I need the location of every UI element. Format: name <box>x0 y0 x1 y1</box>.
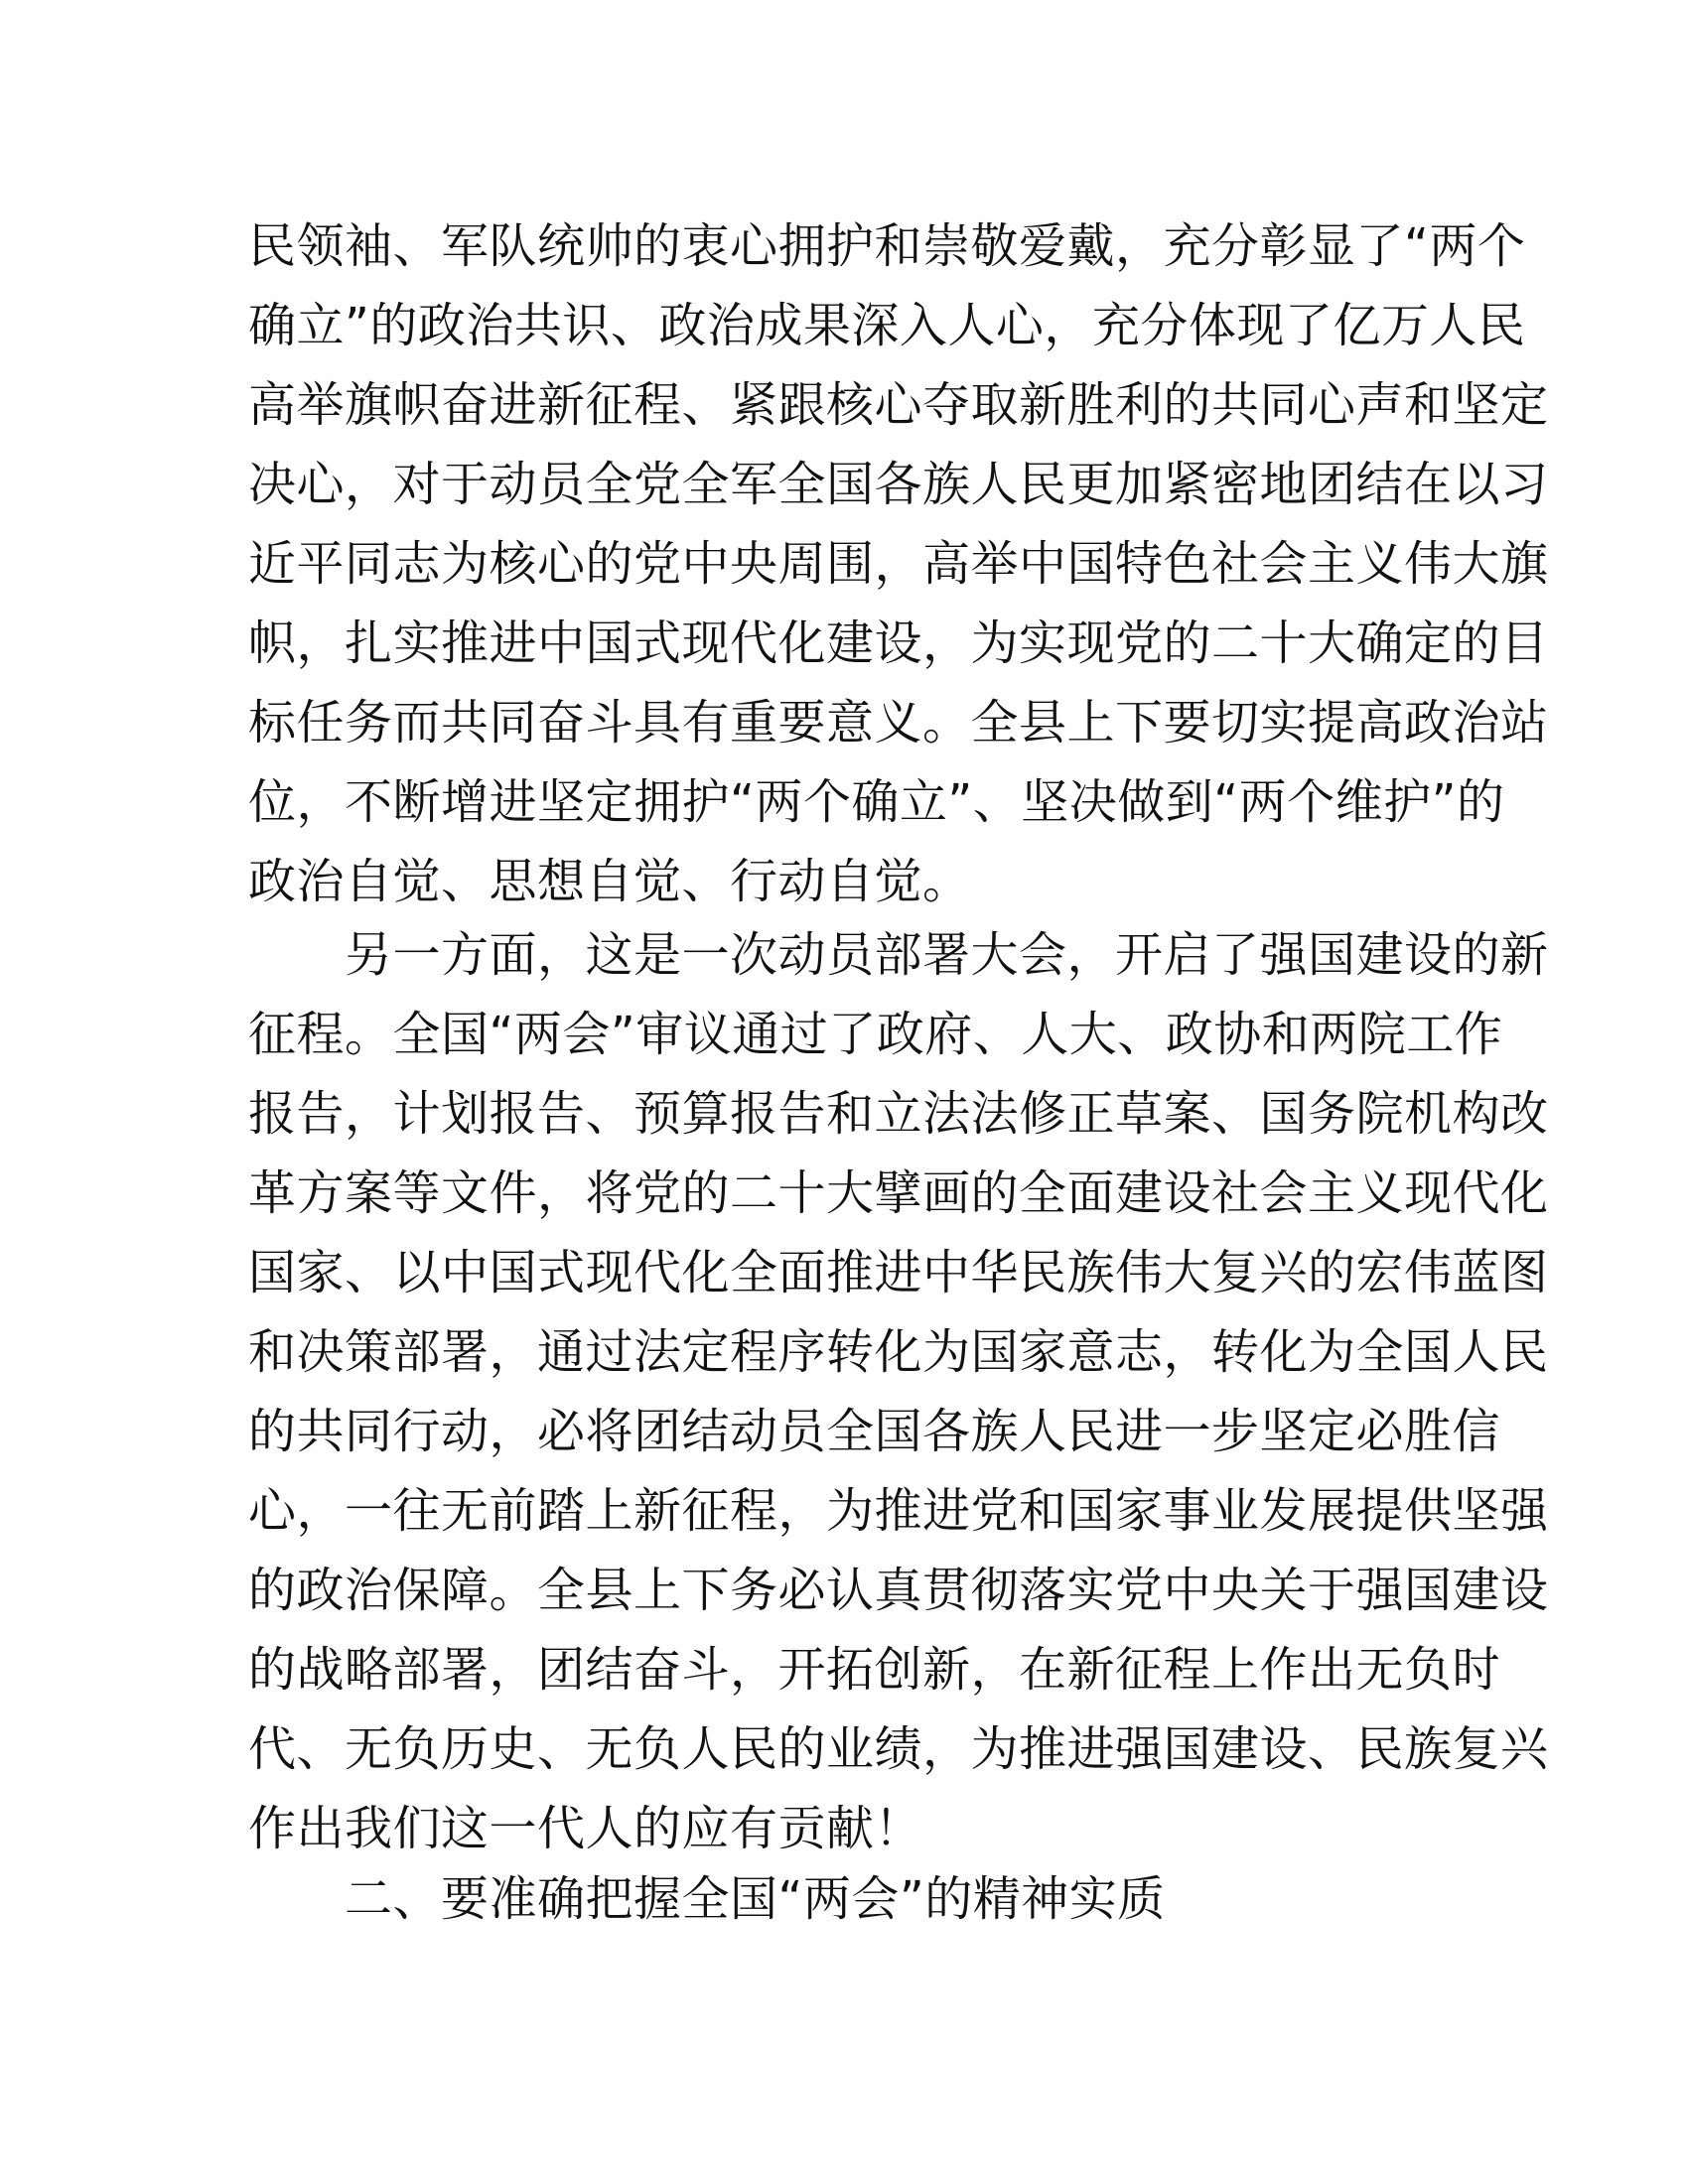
text-line: 作出我们这一代人的应有贡献！ <box>248 1801 923 1856</box>
text-line: 另一方面，这是一次动员部署大会，开启了强国建设的新 <box>248 927 1549 983</box>
heading-line: 二、要准确把握全国“两会”的精神实质 <box>248 1871 1166 1927</box>
text-line: 帜，扎实推进中国式现代化建设，为实现党的二十大确定的目 <box>248 615 1549 671</box>
text-line: 高举旗帜奋进新征程、紧跟核心夺取新胜利的共同心声和坚定 <box>248 377 1549 433</box>
text-line: 位，不断增进坚定拥护“两个确立”、坚决做到“两个维护”的 <box>248 774 1505 830</box>
paragraph-continuation <box>248 206 1549 921</box>
text-line: 近平同志为核心的党中央周围，高举中国特色社会主义伟大旗 <box>248 536 1549 592</box>
text-line: 的战略部署，团结奋斗，开拓创新，在新征程上作出无负时 <box>248 1642 1501 1698</box>
text-line: 征程。全国“两会”审议通过了政府、人大、政协和两院工作 <box>248 1007 1503 1062</box>
text-line: 民领袖、军队统帅的衷心拥护和崇敬爱戴，充分彰显了“两个 <box>248 218 1526 274</box>
paragraph-mobilization <box>248 915 1549 1868</box>
text-line: 国家、以中国式现代化全面推进中华民族伟大复兴的宏伟蓝图 <box>248 1245 1549 1300</box>
text-line: 和决策部署，通过法定程序转化为国家意志，转化为全国人民 <box>248 1324 1549 1380</box>
text-line: 代、无负历史、无负人民的业绩，为推进强国建设、民族复兴 <box>248 1721 1549 1777</box>
text-line: 革方案等文件，将党的二十大擘画的全面建设社会主义现代化 <box>248 1165 1549 1221</box>
text-line: 心，一往无前踏上新征程，为推进党和国家事业发展提供坚强 <box>248 1483 1549 1539</box>
text-line: 确立”的政治共识、政治成果深入人心，充分体现了亿万人民 <box>248 298 1526 353</box>
section-heading <box>248 1859 1440 1939</box>
text-line: 的政治保障。全县上下务必认真贯彻落实党中央关于强国建设 <box>248 1563 1549 1618</box>
text-line: 决心，对于动员全党全军全国各族人民更加紧密地团结在以习 <box>248 457 1549 512</box>
text-line: 标任务而共同奋斗具有重要意义。全县上下要切实提高政治站 <box>248 695 1549 751</box>
text-line: 政治自觉、思想自觉、行动自觉。 <box>248 854 971 909</box>
text-line: 的共同行动，必将团结动员全国各族人民进一步坚定必胜信 <box>248 1404 1501 1459</box>
text-line: 报告，计划报告、预算报告和立法法修正草案、国务院机构改 <box>248 1086 1549 1142</box>
